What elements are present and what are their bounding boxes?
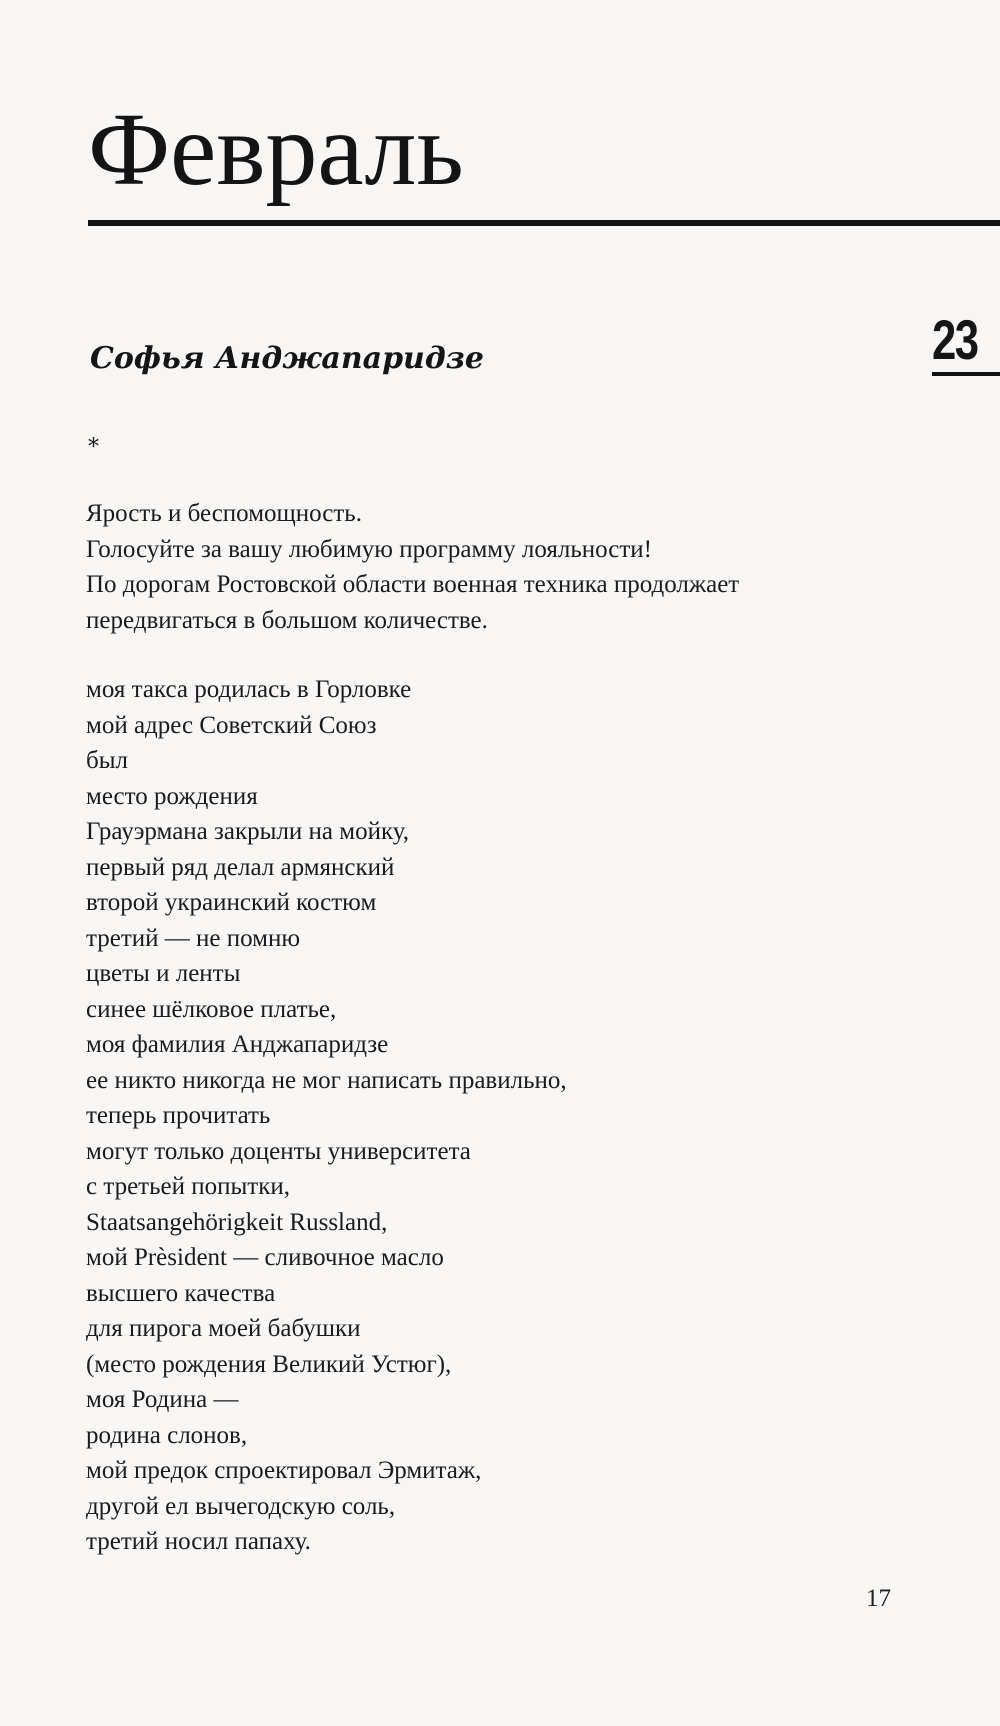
poem-line: Грауэрмана закрыли на мойку,	[86, 818, 410, 845]
poem-body	[86, 672, 567, 1560]
poem-line: (место рождения Великий Устюг),	[86, 1350, 452, 1378]
poem-line: ее никто никогда не мог написать правильно,	[86, 1066, 567, 1094]
poem-line: место рождения	[86, 782, 258, 810]
issue-rule	[932, 372, 1000, 376]
poem-line: Staatsangehörigkeit Russland,	[86, 1208, 388, 1236]
poem-line: второй украинский костюм	[86, 889, 377, 916]
prose-line: передвигаться в большом количестве.	[86, 606, 488, 634]
poem-line: был	[86, 747, 128, 774]
title-rule	[88, 220, 1000, 226]
poem-line: моя Родина —	[86, 1386, 239, 1413]
poem-line: синее шёлковое платье,	[86, 995, 337, 1023]
poem-line: теперь прочитать	[86, 1102, 271, 1129]
page-title: Февраль	[88, 92, 464, 207]
prose-line: Голосуйте за вашу любимую программу лояльности!	[86, 535, 652, 563]
poem-line: моя фамилия Анджапаридзе	[86, 1031, 389, 1058]
poem-line: моя такса родилась в Горловке	[86, 676, 412, 703]
page-number: 17	[866, 1585, 891, 1612]
issue-number: 23	[932, 308, 978, 371]
poem-line: другой ел вычегодскую соль,	[86, 1492, 396, 1520]
poem-line: цветы и ленты	[86, 960, 241, 987]
author-name: Софья Анджапаридзе	[90, 341, 484, 376]
section-asterisk: *	[88, 435, 99, 460]
poem-line: могут только доценты университета	[86, 1137, 471, 1165]
poem-line: высшего качества	[86, 1279, 276, 1307]
prose-line: По дорогам Ростовской области военная техника продолжает	[86, 571, 740, 598]
poem-line: родина слонов,	[86, 1421, 248, 1449]
poem-line: мой предок спроектировал Эрмитаж,	[86, 1457, 482, 1484]
poem-line: первый ряд делал армянский	[86, 853, 395, 881]
prose-paragraph	[86, 496, 739, 638]
poem-line: для пирога моей бабушки	[86, 1315, 361, 1342]
poem-line: с третьей попытки,	[86, 1173, 290, 1200]
poem-line: третий — не помню	[86, 924, 301, 952]
prose-line: Ярость и беспомощность.	[86, 500, 362, 527]
poem-line: мой адрес Советский Союз	[86, 711, 377, 739]
poem-line: третий носил папаху.	[86, 1528, 311, 1555]
poem-line: мой Prèsident — сливочное масло	[86, 1244, 444, 1271]
